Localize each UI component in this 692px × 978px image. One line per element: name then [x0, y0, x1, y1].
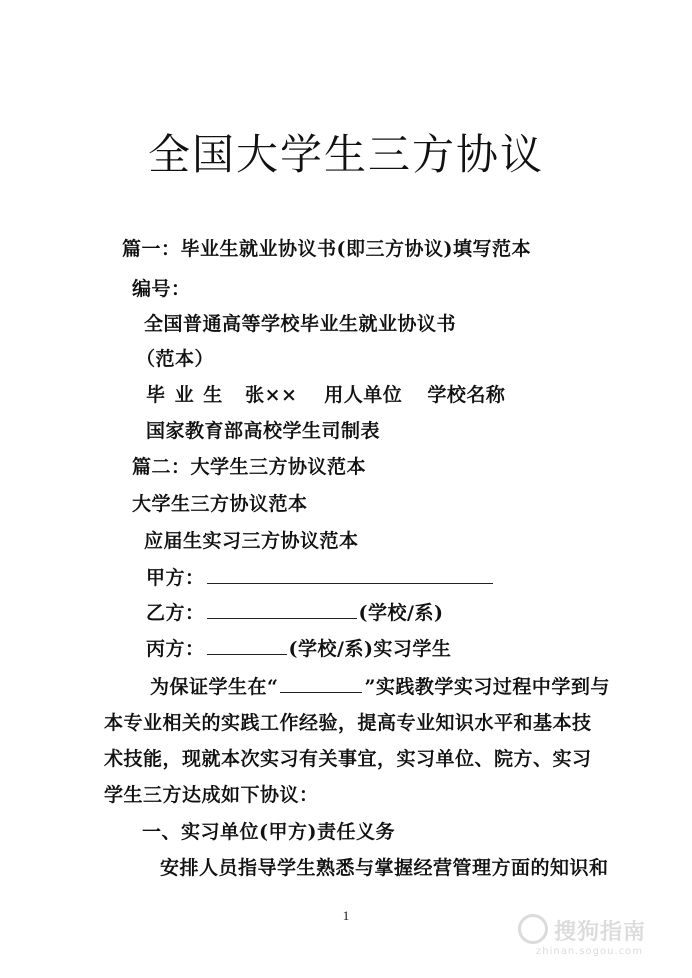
party-a-label: 甲方：: [146, 567, 205, 589]
party-b-label: 乙方：: [146, 602, 205, 624]
party-b-suffix: (学校/系): [358, 602, 444, 624]
paragraph-1-end: ”实践教学实习过程中学到与: [364, 676, 610, 698]
party-c-line: [146, 637, 451, 661]
school-label: 学校名称: [427, 384, 506, 406]
intern-template-title: 应届生实习三方协议范本: [144, 530, 359, 552]
party-a-line: [146, 566, 495, 590]
graduate-name: 张××: [245, 384, 298, 406]
issuer-line: 国家教育部高校学生司制表: [146, 420, 381, 442]
number-label: 编号：: [132, 278, 191, 300]
watermark-brand: 搜狗指南: [554, 920, 647, 945]
page-number: 1: [342, 908, 350, 923]
watermark: [518, 912, 678, 962]
paragraph-line-2: 本专业相关的实践工作经验，提高专业知识水平和基本技: [104, 712, 592, 734]
subtitle-line: 大学生三方协议范本: [132, 493, 308, 515]
agreement-name: 全国普通高等学校毕业生就业协议书: [144, 313, 457, 335]
party-c-blank: [207, 637, 287, 655]
section-heading-part-two: 篇二：大学生三方协议范本: [132, 456, 367, 478]
section-heading-part-one: 篇一：毕业生就业协议书(即三方协议)填写范本: [122, 238, 531, 260]
paragraph-line-3: 术技能，现就本次实习有关事宜，实习单位、院方、实习: [104, 748, 592, 770]
party-b-line: [146, 601, 443, 625]
watermark-url: zhinan.sogou.com: [536, 946, 644, 957]
employer-label: 用人单位: [324, 384, 403, 406]
clause-1-paragraph: 安排人员指导学生熟悉与掌握经营管理方面的知识和: [160, 857, 609, 879]
party-c-label: 丙方：: [146, 638, 205, 660]
paragraph-line-4: 学生三方达成如下协议：: [104, 784, 319, 806]
clause-heading-1: 一、实习单位(甲方)责任义务: [142, 821, 395, 843]
sogou-logo-icon: [518, 914, 548, 944]
template-note: （范本）: [136, 348, 215, 370]
graduate-label: 毕 业 生: [146, 384, 223, 406]
document-title: 全国大学生三方协议: [147, 130, 544, 179]
party-a-blank: [207, 566, 493, 584]
paragraph-1-start: 为保证学生在“: [150, 676, 279, 698]
paragraph-line-1: [150, 675, 610, 699]
internship-blank: [280, 675, 362, 693]
party-b-blank: [207, 601, 357, 619]
parties-row: [146, 383, 505, 407]
party-c-suffix: (学校/系)实习学生: [288, 638, 452, 660]
